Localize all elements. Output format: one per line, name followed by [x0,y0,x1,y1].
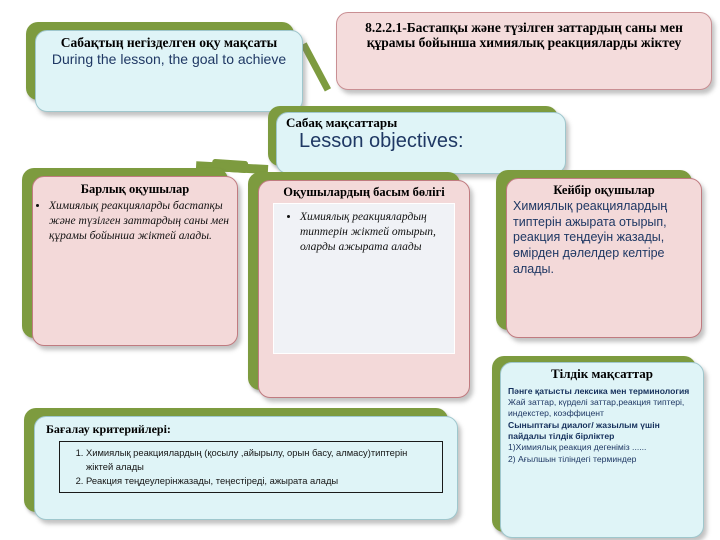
assessment-criteria-box [59,441,443,493]
list-item: • Химиялық реакциялардың типтерін жіктей отырып, оларды ажырата алады [300,210,450,255]
all-learners-list [33,199,237,244]
some-learners-heading: Кейбір оқушылар [553,183,655,197]
most-learners-heading: Оқушылардың басым бөлігі [283,185,445,199]
language-objectives-card[interactable] [500,362,704,538]
lesson-goal-card[interactable] [35,30,303,112]
curriculum-objective-text: 8.2.2.1-Бастапқы және түзілген заттардың саны мен құрамы бойынша химиялық реакцияларды жіктеу [365,20,683,51]
some-learners-card[interactable] [506,178,702,338]
some-learners-text: Химиялық реакциялардың типтерін ажырата отырып, реакция теңдеуін жазады, өмірден дәлелдер келтіре алады. [513,199,668,276]
objectives-label-kk: Сабақ мақсаттары [286,115,398,130]
most-learners-list [278,210,450,255]
language-objectives-heading: Тілдік мақсаттар [550,366,653,381]
subject-lexis-label: Пәнге қатысты лексика мен терминология [508,385,690,396]
all-learners-heading: Барлық оқушылар [80,182,190,196]
language-objectives-body [501,386,703,465]
list-item: 1. Химиялық реакциялардың (қосылу ,айырылу, орын басу, алмасу)типтерін жіктей алады [86,446,436,473]
lesson-goal-title-en: During the lesson, the goal to achieve [51,51,287,68]
assessment-criteria-heading: Бағалау критерийлері: [46,422,171,436]
subject-lexis-text: Жай заттар, күрделі заттар,реакция типтері, индекстер, коэффицент [508,396,685,419]
dialogue-label: Сыныптағы диалог/ жазылым үшін пайдалы тілдік бірліктер [508,419,660,441]
all-learners-card[interactable] [32,176,238,346]
assessment-criteria-list [66,446,436,487]
list-item: 2. Реакция теңдеулерінжазады, теңестіреді, ажырата алады [86,474,436,488]
list-item: • Химиялық реакцияларды бастапқы және түзілген заттардың саны мен құрамы бойынша жіктей алады. [49,199,237,244]
objectives-label-en: Lesson objectives: [299,129,464,152]
dialogue-item: 1)Химиялық реакция дегеніміз ...... [508,442,647,453]
connector-goal-to-objective [300,42,331,91]
curriculum-objective-card[interactable] [336,12,712,90]
objectives-header-card[interactable] [276,112,566,174]
dialogue-item: 2) Ағылшын тіліндегі терминдер [508,453,637,464]
assessment-criteria-card[interactable] [34,416,458,520]
most-learners-card[interactable] [258,180,470,398]
most-learners-inner-panel [273,203,455,354]
lesson-goal-title-kk: Сабақтың негізделген оқу мақсаты [60,35,278,50]
